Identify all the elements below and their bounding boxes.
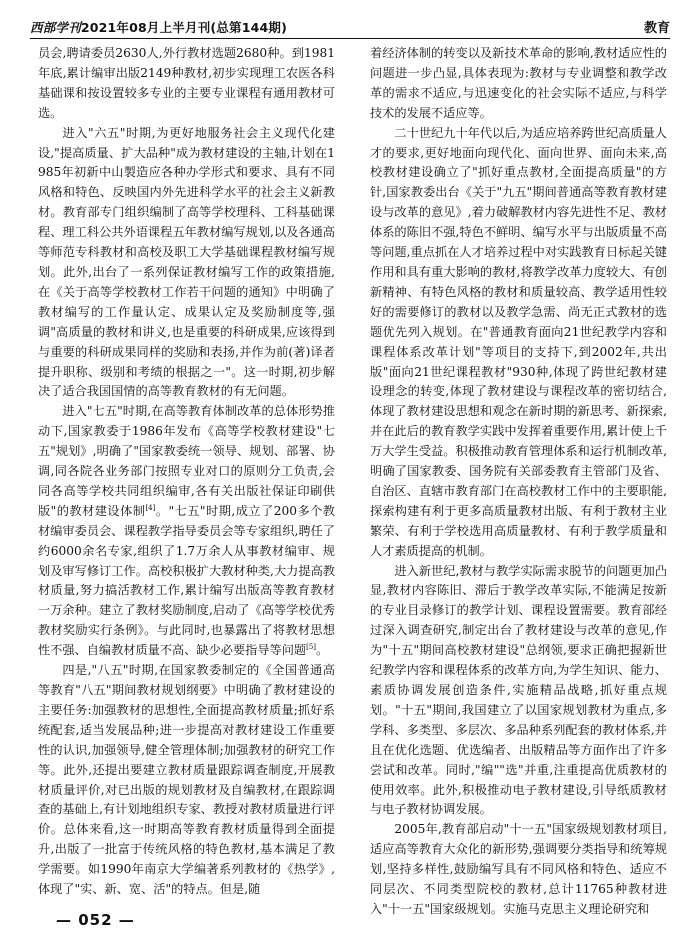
citation: [5] — [306, 643, 317, 652]
page-header — [30, 16, 670, 39]
section-name: 教育 — [643, 21, 670, 36]
paragraph — [38, 402, 335, 661]
paragraph-text: 。 — [316, 643, 329, 658]
right-column — [370, 44, 667, 916]
citation: [4] — [145, 503, 156, 512]
paragraph: 2005年,教育部启动"十一五"国家级规划教材项目,适应高等教育大众化的新形势,强调要分类指导和统筹规划,坚持多样性,鼓励编写具有不同风格和特色、适应不同层次、不同类型院校的教材,总计11765种教材进入"十一五"国家级规划。实施马克思主义理论研究和 — [370, 822, 667, 916]
paragraph: 着经济体制的转变以及新技术革命的影响,教材适应性的问题进一步凸显,具体表现为:教材与专业调整和教学改革的需求不适应,与迅速变化的社会实际不适应,与科学技术的发展不适应等。 — [370, 46, 667, 120]
paragraph: 四是,"八五"时期,在国家教委制定的《全国普通高等教育"八五"期间教材规划纲要》中明确了教材建设的主要任务:加强教材的思想性,全面提高教材质量;抓好系统配套,适当发展品种;进一步提高对教材建设工作重要性的认识,加强领导,健全管理体制;加强教材的研究工作等。此外,还提出要建立教材质量跟踪调查制度,开展教材质量评价,对已出版的规划教材及自编教材,在跟踪调查的基础上,有计划地组织专家、教授对教材质量进行评价。总体来看,这一时期高等教育教材质量得到全面提升,出版了一批富于传统风格的特色教材,基本满足了教学需要。如1990年南京大学编著系列教材的《热学》,体现了"实、新、宽、活"的特点。但是,随 — [38, 663, 335, 897]
journal-issue-line — [30, 18, 287, 38]
paragraph-text: 进入"七五"时期,在高等教育体制改革的总体形势推动下,国家教委于1986年发布《高等学校教材建设"七五"规划》,明确了"国家教委统一领导、规划、部署、协调,同各院各业务部门按照专业对口的原则分工负责,会同各高等学校共同组织编审,各有关出版社保证印刷供版"的教材建设体制 — [38, 404, 335, 518]
paragraph: 进入"六五"时期,为更好地服务社会主义现代化建设,"提高质量、扩大品种"成为教材建设的主轴,计划在1985年初新中山製造应各种办学形式和要求、具有不同风格和特色、反映国内外先进科学水平的社会主义新教材。教育部专门组织编制了高等学校理科、工科基础课程、理工科公共外语课程五年教材编写规划,以及各通高等师范专科教材和高校及职工大学基础课程教材编写规划。此外,出台了一系列保证教材编写工作的政策措施,在《关于高等学校教材工作若干问题的通知》中明确了教材编写的工作量认定、成果认定及奖励制度等,强调"高质量的教材和讲义,也是重要的科研成果,应该得到与重要的科研成果同样的奖励和表扬,并作为前(著)译者提升职称、级别和考绩的根据之一"。这一时期,初步解决了适合我国国情的高等教育教材的有无问题。 — [38, 125, 335, 399]
page-number: — 052 — — [56, 911, 135, 929]
paragraph: 二十世纪九十年代以后,为适应培养跨世纪高质量人才的要求,更好地面向现代化、面向世界、面向未来,高校教材建设确立了"抓好重点教材,全面提高质量"的方针,国家教委出台《关于"九五"期间普通高等教育教材建设与改革的意见》,着力破解教材内容先进性不足、教材体系的陈旧不强,特色不鲜明、编写水平与出版质量不高等问题,重点抓在人才培养过程中对实践教育日标起关键作用和具有重大影响的教材,将教学改革力度较大、有创新精神、有特色风格的教材和质量较高、教学适用性较好的需要修订的教材以及教学急需、尚无正式教材的选题优先列入规划。在"普通教育面向21世纪教学内容和课程体系改革计划"等项目的支持下,到2002年,共出版"面向21世纪课程教材"930种,体现了跨世纪教材建设理念的转变,体现了教材建设与课程改革的密切结合,体现了教材建设思想和观念在新时期的新思考、新探索,并在此后的教育教学实践中发挥着重要作用,累计使上千万大学生受益。积极推动教育管理体系和运行机制改革,明确了国家教委、国务院有关部委教育主管部门及省、自治区、直辖市教育部门在高校教材工作中的主要职能,探索构建有利于更多高质量教材出版、有利于教材主业繁荣、有利于学校选用高质量教材、有利于教学质量和人才素质提高的机制。 — [370, 125, 667, 558]
issue-info: 2021年08月上半月刊(总第144期) — [80, 20, 288, 35]
left-column — [38, 44, 335, 899]
paragraph: 员会,聘请委员2630人,外行教材选题2680种。到1981年底,累计编审出版2149种教材,初步实现理工农医各科基础课和按设置较多专业的主要专业课程有通用教材可选。 — [38, 46, 335, 120]
journal-logo: 西部学刊 — [30, 20, 81, 35]
paragraph: 进入新世纪,教材与教学实际需求脱节的问题更加凸显,教材内容陈旧、滞后于教学改革实际,不能满足按新的专业目录修订的教学计划、课程设置需要。教育部经过深入调查研究,制定出台了教材建设与改革的意见,作为"十五"期间高校教材建设"总纲领,要求正确把握新世纪教学内容和课程体系的改革方向,为学生知识、能力、素质协调发展创造条件,实施精品战略,抓好重点规划。"十五"期间,我国建立了以国家规划教材为重点,多学科、多类型、多层次、多品种系列配套的教材体系,并且在优化选题、优选编者、出版精品等方面作出了许多尝试和改革。同时,"编""选"并重,注重提高优质教材的使用效率。此外,积极推动电子教材建设,引导纸质教材与电子教材协调发展。 — [370, 563, 667, 817]
paragraph-text: 。"七五"时期,成立了200多个教材编审委员会、课程教学指导委员会等专家组织,聘任了约6000余名专家,组织了1.7万余人从事教材编审、规划及审写修订工作。高校积极扩大教材种类,大力提高教材质量,努力搞活教材工作,累计编写出版高等教育教材一万余种。建立了教材奖励制度,启动了《高等学校优秀教材奖励实行条例》。与此同时,也暴露出了将教材思想性不强、自编教材质量不高、缺少必要指导等问题 — [38, 503, 335, 658]
